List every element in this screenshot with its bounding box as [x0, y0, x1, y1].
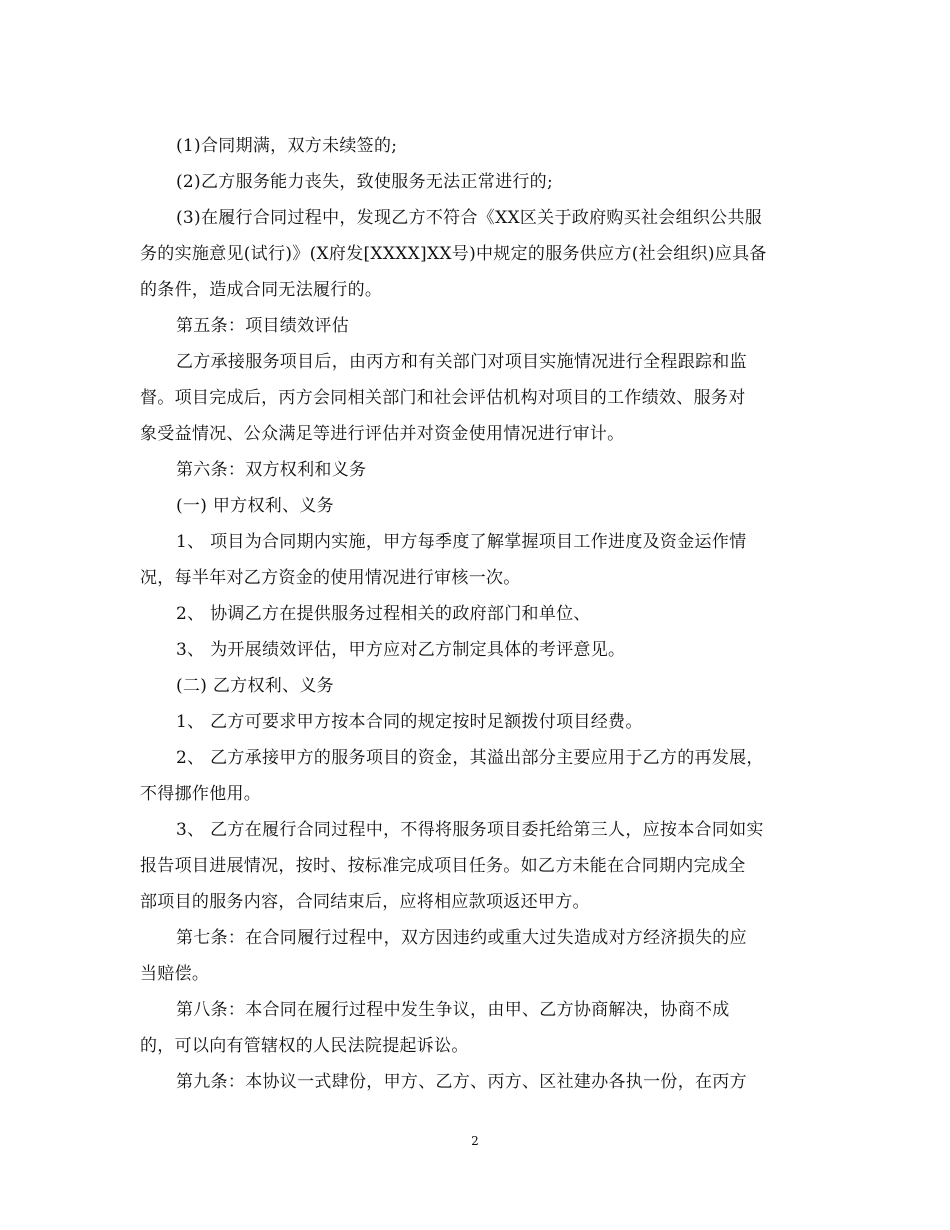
text-line: 象受益情况、公众满足等进行评估并对资金使用情况进行审计。: [140, 424, 625, 444]
text-line: 2、 协调乙方在提供服务过程相关的政府部门和单位、: [176, 604, 591, 624]
paragraph-clause-2: [140, 164, 810, 200]
text-line: 第五条：项目绩效评估: [176, 316, 349, 336]
document-body: [140, 128, 810, 1100]
paragraph-party-b-item-1: [140, 704, 810, 740]
text-line: 2、 乙方承接甲方的服务项目的资金，其溢出部分主要应用于乙方的再发展，: [176, 748, 764, 768]
text-line: 3、 为开展绩效评估，甲方应对乙方制定具体的考评意见。: [176, 640, 626, 660]
text-line: 当赔偿。: [140, 964, 210, 984]
text-line: 第七条：在合同履行过程中，双方因违约或重大过失造成对方经济损失的应: [176, 928, 747, 948]
text-line: 务的实施意见(试行)》(X府发[XXXX]XX号)中规定的服务供应方(社会组织)应具备: [140, 244, 767, 264]
text-line: 1、 乙方可要求甲方按本合同的规定按时足额拨付项目经费。: [176, 712, 643, 732]
text-line: 的条件，造成合同无法履行的。: [140, 280, 383, 300]
paragraph-clause-3: [140, 200, 810, 308]
section-heading-article-6: [140, 452, 810, 488]
text-line: (一) 甲方权利、义务: [176, 496, 334, 516]
paragraph-party-a-item-2: [140, 596, 810, 632]
paragraph-article-9: [140, 1064, 810, 1100]
text-line: 督。项目完成后，丙方会同相关部门和社会评估机构对项目的工作绩效、服务对: [140, 388, 746, 408]
paragraph-party-b-item-3: [140, 812, 810, 920]
section-heading-article-5: [140, 308, 810, 344]
subheading-party-a: [140, 488, 810, 524]
text-line: 的，可以向有管辖权的人民法院提起诉讼。: [140, 1036, 469, 1056]
text-line: (2)乙方服务能力丧失，致使服务无法正常进行的;: [176, 172, 554, 192]
text-line: 乙方承接服务项目后，由丙方和有关部门对项目实施情况进行全程跟踪和监: [176, 352, 747, 372]
text-line: 第九条：本协议一式肆份，甲方、乙方、丙方、区社建办各执一份，在丙方: [176, 1072, 747, 1092]
paragraph-article-8: [140, 992, 810, 1064]
text-line: 第八条：本合同在履行过程中发生争议，由甲、乙方协商解决，协商不成: [176, 1000, 730, 1020]
paragraph-party-a-item-3: [140, 632, 810, 668]
page-number: 2: [471, 1134, 479, 1148]
text-line: 第六条：双方权利和义务: [176, 460, 367, 480]
paragraph-article-7: [140, 920, 810, 992]
paragraph-clause-1: [140, 128, 810, 164]
text-line: 部项目的服务内容，合同结束后，应将相应款项返还甲方。: [140, 892, 590, 912]
text-line: 不得挪作他用。: [140, 784, 262, 804]
text-line: (二) 乙方权利、义务: [176, 676, 334, 696]
text-line: (3)在履行合同过程中，发现乙方不符合《XX区关于政府购买社会组织公共服: [176, 208, 763, 228]
text-line: 报告项目进展情况，按时、按标准完成项目任务。如乙方未能在合同期内完成全: [140, 856, 746, 876]
paragraph-article-5-body: [140, 344, 810, 452]
paragraph-party-b-item-2: [140, 740, 810, 812]
text-line: 况，每半年对乙方资金的使用情况进行审核一次。: [140, 568, 521, 588]
text-line: 3、 乙方在履行合同过程中，不得将服务项目委托给第三人，应按本合同如实: [176, 820, 764, 840]
text-line: 1、 项目为合同期内实施，甲方每季度了解掌握项目工作进度及资金运作情: [176, 532, 747, 552]
text-line: (1)合同期满，双方未续签的;: [176, 136, 398, 156]
subheading-party-b: [140, 668, 810, 704]
paragraph-party-a-item-1: [140, 524, 810, 596]
